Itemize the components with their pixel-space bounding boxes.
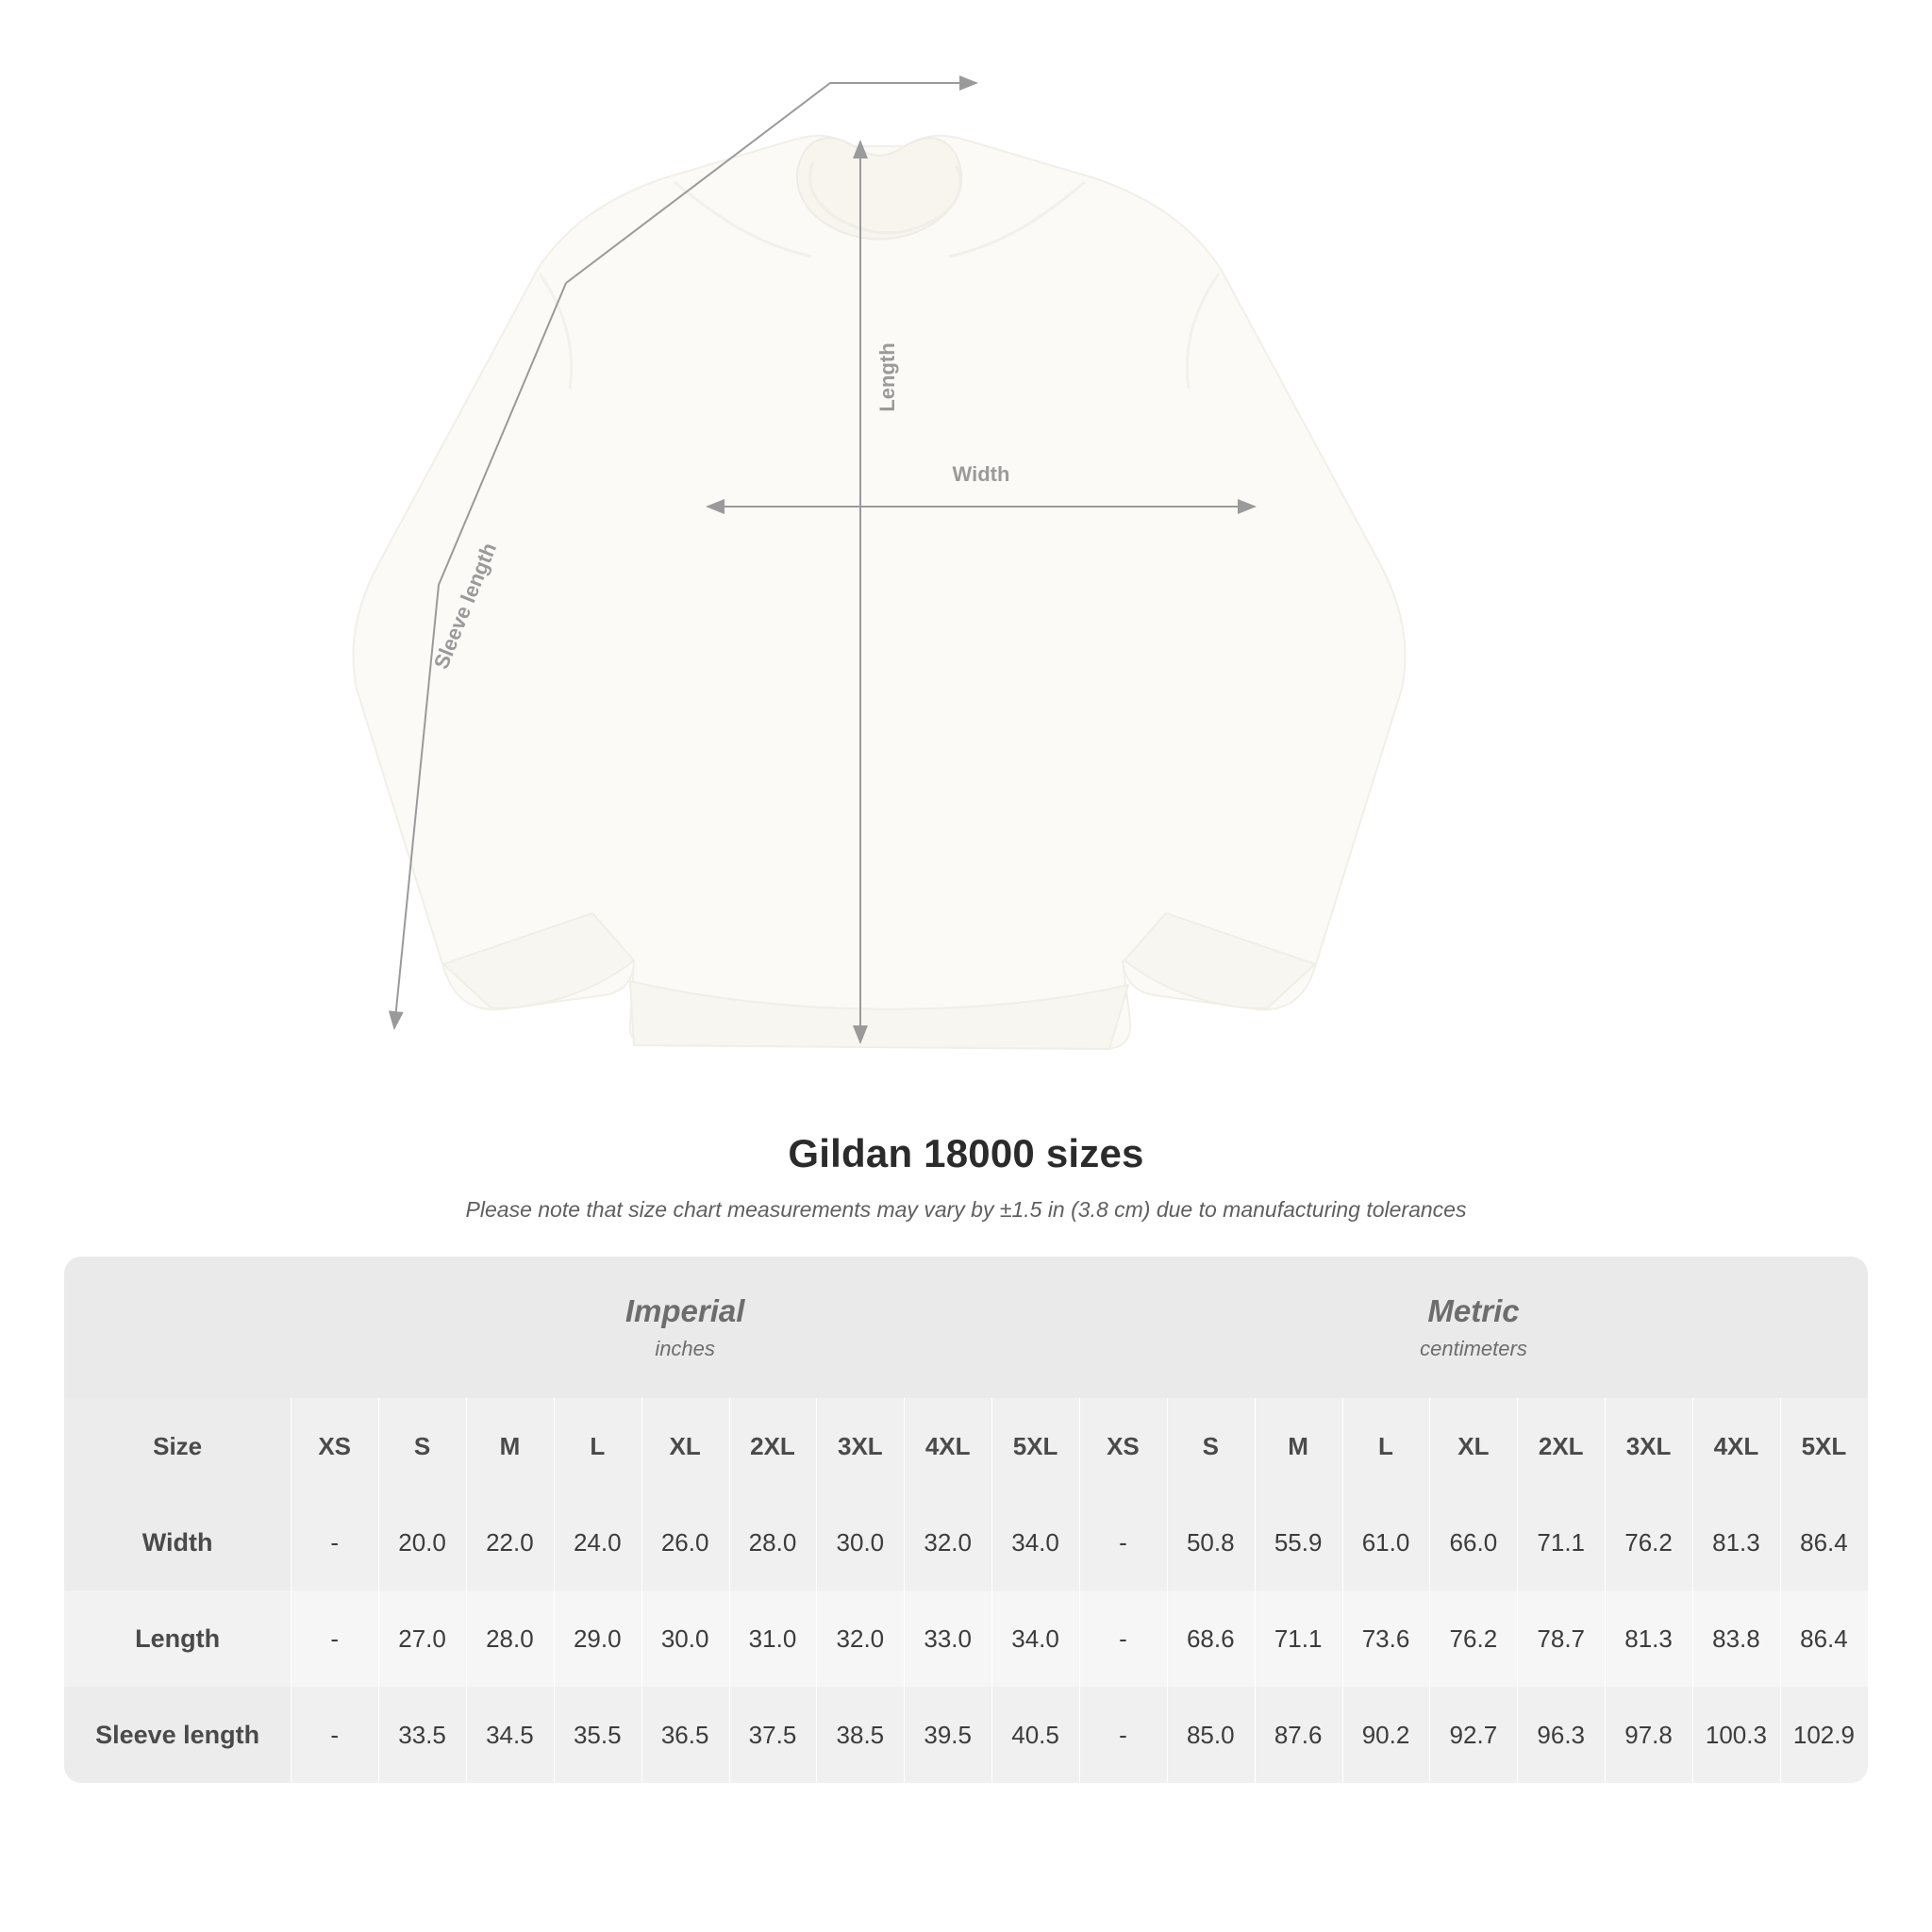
unit-group-metric — [1079, 1257, 1868, 1398]
cell-length-imp-m: 28.0 — [466, 1591, 554, 1687]
header-metric-xl: XL — [1429, 1398, 1517, 1494]
table-row — [64, 1494, 1868, 1591]
table-header-row — [64, 1398, 1868, 1494]
row-label-width: Width — [64, 1494, 291, 1591]
cell-width-imp-2xl: 28.0 — [729, 1494, 817, 1591]
cell-length-imp-xl: 30.0 — [641, 1591, 729, 1687]
cell-length-imp-5xl: 34.0 — [991, 1591, 1079, 1687]
cell-sleeve-imp-4xl: 39.5 — [904, 1687, 991, 1783]
cell-sleeve-met-3xl: 97.8 — [1605, 1687, 1692, 1783]
cell-width-met-l: 61.0 — [1342, 1494, 1430, 1591]
cell-length-met-xs: - — [1079, 1591, 1167, 1687]
unit-group-imperial — [291, 1257, 1079, 1398]
label-length: Length — [875, 342, 899, 412]
unit-spacer — [64, 1257, 291, 1398]
cell-width-imp-3xl: 30.0 — [816, 1494, 904, 1591]
cell-length-met-xl: 76.2 — [1429, 1591, 1517, 1687]
header-imperial-3xl: 3XL — [816, 1398, 904, 1494]
cell-width-met-2xl: 71.1 — [1517, 1494, 1605, 1591]
cell-width-imp-m: 22.0 — [466, 1494, 554, 1591]
header-metric-4xl: 4XL — [1692, 1398, 1780, 1494]
cell-sleeve-met-4xl: 100.3 — [1692, 1687, 1780, 1783]
header-imperial-4xl: 4XL — [904, 1398, 991, 1494]
table-row — [64, 1591, 1868, 1687]
header-metric-3xl: 3XL — [1605, 1398, 1692, 1494]
cell-sleeve-met-5xl: 102.9 — [1780, 1687, 1868, 1783]
cell-width-imp-l: 24.0 — [554, 1494, 641, 1591]
header-metric-2xl: 2XL — [1517, 1398, 1605, 1494]
cell-length-met-5xl: 86.4 — [1780, 1591, 1868, 1687]
cell-length-imp-4xl: 33.0 — [904, 1591, 991, 1687]
unit-metric-sub: centimeters — [1420, 1336, 1527, 1360]
row-label-sleeve-length: Sleeve length — [64, 1687, 291, 1783]
cell-sleeve-met-xs: - — [1079, 1687, 1167, 1783]
header-imperial-5xl: 5XL — [991, 1398, 1079, 1494]
cell-width-met-xl: 66.0 — [1429, 1494, 1517, 1591]
cell-length-imp-xs: - — [291, 1591, 378, 1687]
cell-length-imp-2xl: 31.0 — [729, 1591, 817, 1687]
cell-sleeve-imp-5xl: 40.5 — [991, 1687, 1079, 1783]
header-metric-m: M — [1255, 1398, 1342, 1494]
unit-imperial-sub: inches — [655, 1336, 715, 1360]
cell-width-met-s: 50.8 — [1167, 1494, 1255, 1591]
header-imperial-m: M — [466, 1398, 554, 1494]
header-size: Size — [64, 1398, 291, 1494]
size-table-wrapper — [64, 1257, 1868, 1783]
header-imperial-xl: XL — [641, 1398, 729, 1494]
cell-width-met-3xl: 76.2 — [1605, 1494, 1692, 1591]
cell-sleeve-met-2xl: 96.3 — [1517, 1687, 1605, 1783]
header-metric-xs: XS — [1079, 1398, 1167, 1494]
label-width: Width — [952, 462, 1010, 486]
cell-length-met-4xl: 83.8 — [1692, 1591, 1780, 1687]
sweatshirt-shape — [353, 136, 1405, 1049]
cell-sleeve-imp-2xl: 37.5 — [729, 1687, 817, 1783]
cell-sleeve-imp-s: 33.5 — [378, 1687, 466, 1783]
cell-length-met-2xl: 78.7 — [1517, 1591, 1605, 1687]
cell-length-imp-l: 29.0 — [554, 1591, 641, 1687]
cell-sleeve-met-xl: 92.7 — [1429, 1687, 1517, 1783]
cell-width-imp-xl: 26.0 — [641, 1494, 729, 1591]
cell-sleeve-met-s: 85.0 — [1167, 1687, 1255, 1783]
cell-sleeve-imp-3xl: 38.5 — [816, 1687, 904, 1783]
cell-sleeve-imp-xs: - — [291, 1687, 378, 1783]
cell-sleeve-met-l: 90.2 — [1342, 1687, 1430, 1783]
header-imperial-2xl: 2XL — [729, 1398, 817, 1494]
cell-width-imp-xs: - — [291, 1494, 378, 1591]
unit-imperial-name: Imperial — [625, 1293, 745, 1329]
cell-length-met-l: 73.6 — [1342, 1591, 1430, 1687]
row-label-length: Length — [64, 1591, 291, 1687]
cell-sleeve-met-m: 87.6 — [1255, 1687, 1342, 1783]
cell-width-met-m: 55.9 — [1255, 1494, 1342, 1591]
cell-length-imp-3xl: 32.0 — [816, 1591, 904, 1687]
cell-width-imp-s: 20.0 — [378, 1494, 466, 1591]
cell-sleeve-imp-l: 35.5 — [554, 1687, 641, 1783]
cell-width-met-4xl: 81.3 — [1692, 1494, 1780, 1591]
header-imperial-l: L — [554, 1398, 641, 1494]
cell-sleeve-imp-xl: 36.5 — [641, 1687, 729, 1783]
title-block — [0, 1131, 1932, 1223]
label-sleeve-length: Sleeve length — [428, 539, 502, 673]
cell-width-imp-4xl: 32.0 — [904, 1494, 991, 1591]
header-imperial-xs: XS — [291, 1398, 378, 1494]
cell-width-met-xs: - — [1079, 1494, 1167, 1591]
cell-width-imp-5xl: 34.0 — [991, 1494, 1079, 1591]
header-metric-5xl: 5XL — [1780, 1398, 1868, 1494]
header-metric-l: L — [1342, 1398, 1430, 1494]
unit-group-row — [64, 1257, 1868, 1398]
table-row — [64, 1687, 1868, 1783]
page-title: Gildan 18000 sizes — [788, 1131, 1144, 1175]
unit-metric-name: Metric — [1427, 1293, 1520, 1329]
cell-length-met-3xl: 81.3 — [1605, 1591, 1692, 1687]
size-table — [64, 1257, 1868, 1783]
cell-width-met-5xl: 86.4 — [1780, 1494, 1868, 1591]
cell-length-met-s: 68.6 — [1167, 1591, 1255, 1687]
tolerance-note: Please note that size chart measurements may vary by ±1.5 in (3.8 cm) due to manufacturing tolerances — [465, 1197, 1467, 1222]
cell-length-met-m: 71.1 — [1255, 1591, 1342, 1687]
cell-sleeve-imp-m: 34.5 — [466, 1687, 554, 1783]
header-imperial-s: S — [378, 1398, 466, 1494]
header-metric-s: S — [1167, 1398, 1255, 1494]
cell-length-imp-s: 27.0 — [378, 1591, 466, 1687]
